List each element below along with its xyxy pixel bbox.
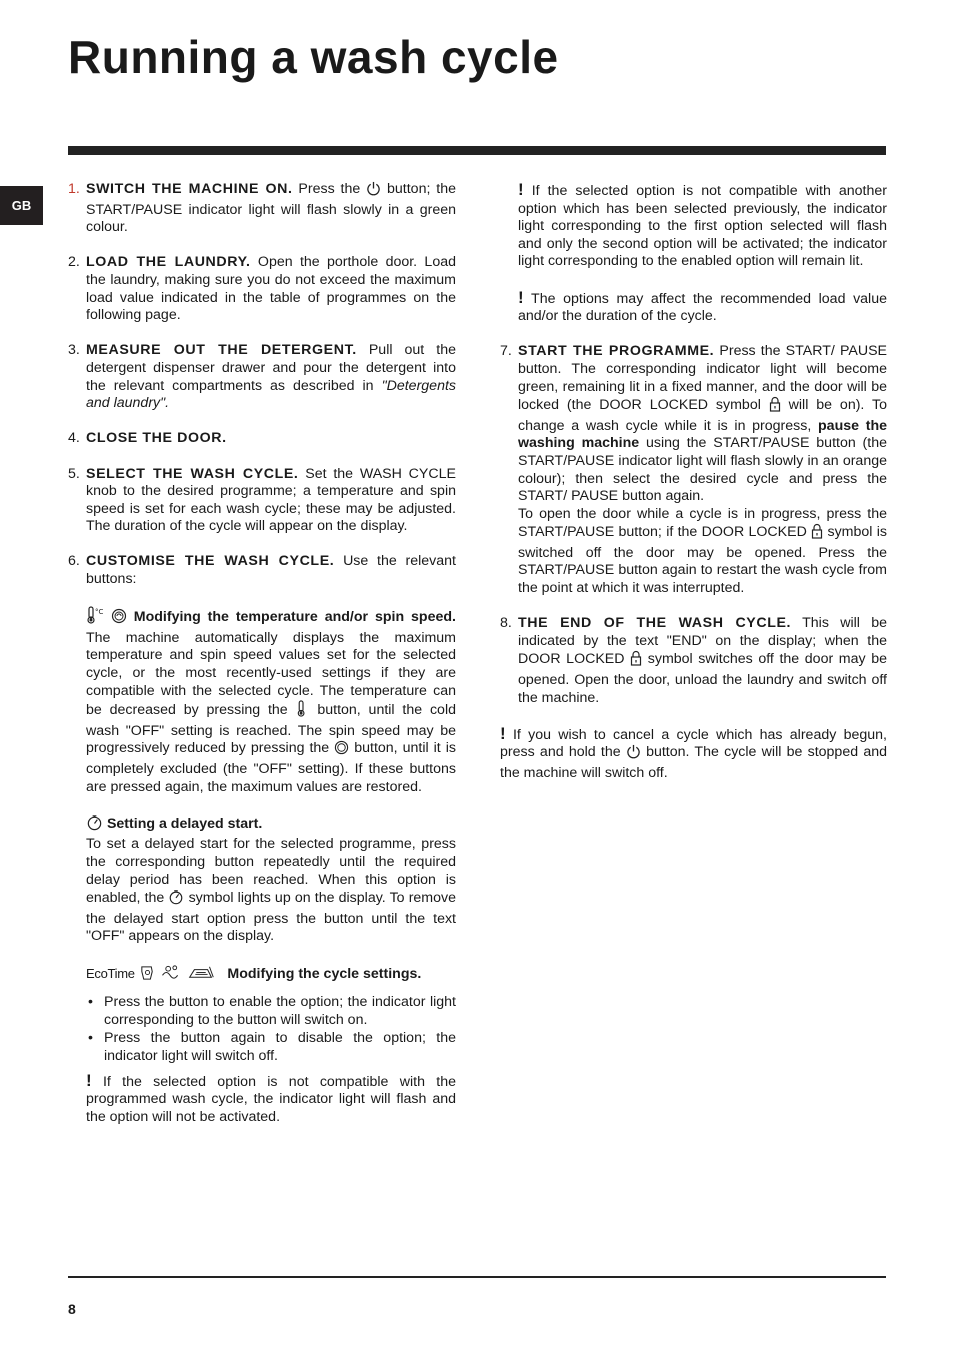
page-title: Running a wash cycle xyxy=(68,31,559,83)
delay-timer-icon xyxy=(168,889,184,911)
step-5: 5. SELECT THE WASH CYCLE. Set the WASH CYCLE knob to the desired programme; a temperature and spin speed is set for each wash cycle; these may be adjusted. The duration of the cycle will appear on the display. xyxy=(68,465,456,535)
right-column xyxy=(500,181,887,800)
cycle-settings-heading: EcoTime Modifying the cycle settings. xyxy=(86,964,456,987)
delayed-start-section: Setting a delayed start. To set a delayed start for the selected programme, press the corresponding button repeatedly until the required delay period has been reached. When this option is enabled, the symbol lights up on the display. To remove the delayed start option press the button until the text "OFF" appears on the display. xyxy=(86,815,457,945)
step-3: 3. MEASURE OUT THE DETERGENT. Pull out the detergent dispenser drawer and pour the detergent into the relevant compartments as described in "Detergents and laundry". xyxy=(68,342,456,412)
step-4: 4. CLOSE THE DOOR. xyxy=(68,430,227,447)
warning-mark: ! xyxy=(86,1070,92,1090)
options-effect-note: ! The options may affect the recommended load value and/or the duration of the cycle. xyxy=(518,287,887,325)
stain-icon xyxy=(139,964,156,987)
power-icon xyxy=(626,744,641,765)
cancel-cycle-note: ! If you wish to cancel a cycle which has already begun, press and hold the button. The cycle will be stopped and the machine will switch off. xyxy=(500,723,887,781)
spin-icon xyxy=(334,740,349,761)
step-heading: SWITCH THE MACHINE ON. xyxy=(86,181,293,197)
door-lock-icon xyxy=(630,650,642,672)
page-number: 8 xyxy=(68,1301,76,1317)
temperature-icon xyxy=(86,606,104,630)
step-1: 1. SWITCH THE MACHINE ON. Press the button; the START/PAUSE indicator light will flash slowly in a green colour. xyxy=(68,181,456,236)
door-lock-icon xyxy=(811,523,823,545)
temperature-spin-section: °C Modifying the temperature and/or spin speed. The machine automatically displays the maximum temperature and spin speed values set for the selected cycle, or the most recently-used settings if they are compatible with the selected cycle. The temperature can be decreased by pressing the button, until the cold wash "OFF" setting is reached. The spin speed may be progressively reduced by pressing the button, until it is completely excluded (the "OFF" setting). If these buttons are pressed again, the maximum values are restored. xyxy=(86,608,456,795)
header-rule xyxy=(68,146,886,155)
step-8: 8. THE END OF THE WASH CYCLE. This will be indicated by the text "END" on the display; when the DOOR LOCKED symbol switches off the door may be opened. Open the door, unload the laundry and switch off the machine. xyxy=(500,615,887,706)
list-item: • Press the button again to disable the option; the indicator light will switch off. xyxy=(88,1030,456,1064)
easy-iron-icon xyxy=(186,964,216,987)
delay-timer-icon xyxy=(86,814,103,837)
ecotime-label: EcoTime xyxy=(86,965,135,981)
power-icon xyxy=(366,181,381,202)
cycle-settings-list xyxy=(86,994,456,1065)
language-tab: GB xyxy=(0,186,43,225)
step-6: 6. CUSTOMISE THE WASH CYCLE. Use the relevant buttons: xyxy=(68,553,456,588)
step-7: 7. START THE PROGRAMME. Press the START/ PAUSE button. The corresponding indicator light will become green, remaining lit in a fixed manner, and the door will be locked (the DOOR LOCKED symbol will be on). To change a wash cycle while it is in progress, pause the washing machine using the START/PAUSE button (the START/PAUSE indicator light will flash slowly in an orange colour); then select the desired cycle and press the START/ PAUSE button again. To open the door while a cycle is in progress, press the START/PAUSE button; if the DOOR LOCKED symbol is switched off the door may be opened. Press the START/PAUSE button again to restart the wash cycle from the point at which it was interrupted. xyxy=(500,343,888,597)
compatibility-note: ! If the selected option is not compatible with the programmed wash cycle, the indicator light will flash and the option will not be activated. xyxy=(86,1070,456,1125)
spin-icon xyxy=(111,608,127,630)
footer-rule xyxy=(68,1276,886,1278)
warning-mark: ! xyxy=(518,180,524,199)
warning-mark: ! xyxy=(518,287,524,307)
list-item: • Press the button to enable the option; the indicator light corresponding to the button will switch on. xyxy=(88,994,456,1028)
step-2: 2. LOAD THE LAUNDRY. Open the porthole door. Load the laundry, making sure you do not exceed the maximum load value indicated in the table of programmes on the following page. xyxy=(68,254,456,324)
temperature-icon xyxy=(296,700,310,723)
svg-text:°C: °C xyxy=(95,608,104,617)
left-column xyxy=(68,181,456,1144)
warning-mark: ! xyxy=(500,723,506,743)
quick-wash-icon xyxy=(160,964,182,987)
step-number: 1. xyxy=(68,181,80,197)
option-conflict-note: ! If the selected option is not compatible with another option which has been selected previously, the indicator light corresponding to the first option selected will flash and only the second option will be activated; the indicator light corresponding to the enabled option will remain lit. xyxy=(518,180,887,270)
door-lock-icon xyxy=(769,396,781,418)
